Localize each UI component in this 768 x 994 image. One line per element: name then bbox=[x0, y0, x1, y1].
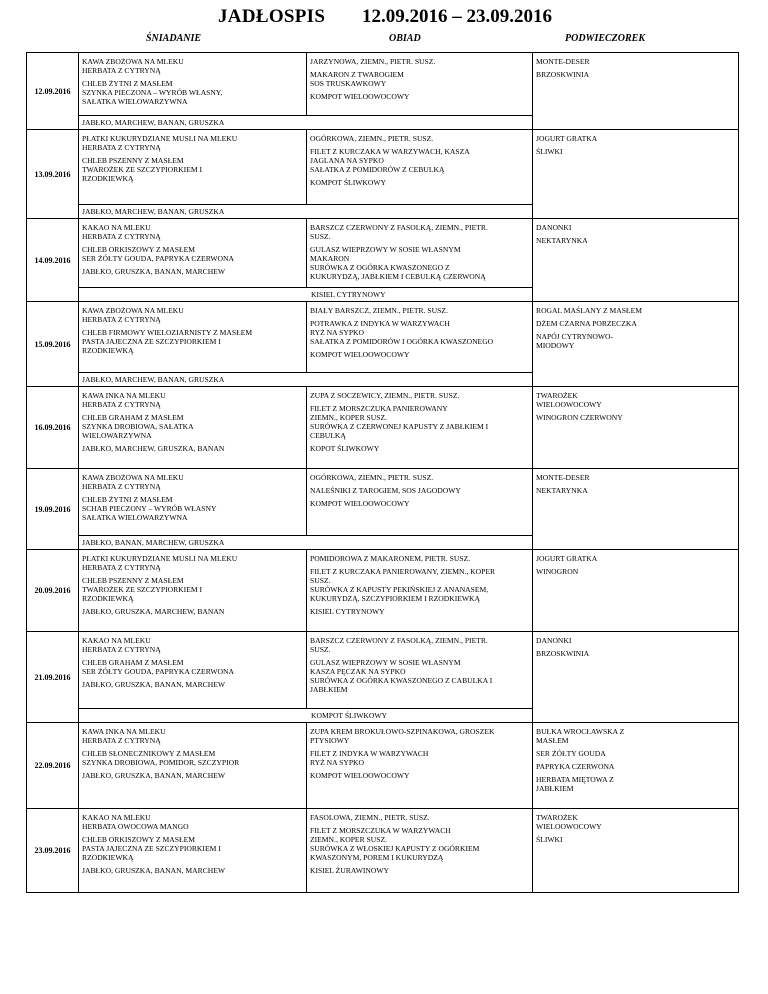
breakfast-header: ŚNIADANIE bbox=[146, 33, 202, 44]
fruit-cell bbox=[79, 205, 533, 219]
menu-item: MONTE-DESER bbox=[536, 473, 590, 482]
lunch-cell bbox=[307, 53, 533, 116]
menu-item: CHLEB ŻYTNI Z MASŁEM SZYNKA PIECZONA – WYRÓB WŁASNY, SAŁATKA WIELOWARZYWNA bbox=[82, 79, 223, 106]
menu-item: JOGURT GRATKA bbox=[536, 554, 598, 563]
snack-cell bbox=[533, 550, 739, 632]
menu-item: DANONKI bbox=[536, 636, 572, 645]
menu-item: KAWA INKA NA MLEKU HERBATA Z CYTRYNĄ bbox=[82, 727, 166, 745]
menu-day-row bbox=[27, 387, 739, 469]
menu-table bbox=[26, 52, 739, 893]
day-date: 12.09.2016 bbox=[27, 53, 79, 130]
menu-item: TWAROŻEK WIELOOWOCOWY bbox=[536, 391, 602, 409]
menu-day-row bbox=[27, 219, 739, 288]
snack-cell bbox=[533, 723, 739, 809]
menu-item: JABŁKO, GRUSZKA, BANAN, MARCHEW bbox=[82, 866, 226, 875]
menu-item: OGÓRKOWA, ZIEMN., PIETR. SUSZ. bbox=[310, 134, 434, 143]
closing-line: KISIEL CYTRYNOWY bbox=[311, 290, 386, 299]
menu-item: JABŁKO, GRUSZKA, BANAN, MARCHEW bbox=[82, 680, 226, 689]
menu-item: FILET Z KURCZAKA W WARZYWACH, KASZA JAGLANA NA SYPKO SAŁATKA Z POMIDORÓW Z CEBULKĄ bbox=[310, 147, 470, 174]
menu-item: KOMPOT WIELOOWOCOWY bbox=[310, 92, 410, 101]
breakfast-cell bbox=[79, 632, 307, 709]
menu-item: KOMPOT WIELOOWOCOWY bbox=[310, 499, 410, 508]
breakfast-cell bbox=[79, 550, 307, 632]
menu-item: CHLEB ORKISZOWY Z MASŁEM PASTA JAJECZNA ZE SZCZYPIORKIEM I RZODKIEWKĄ bbox=[82, 835, 221, 862]
date-range: 12.09.2016 – 23.09.2016 bbox=[362, 6, 552, 27]
menu-item: WINOGRON CZERWONY bbox=[536, 413, 623, 422]
menu-item: JOGURT GRATKA bbox=[536, 134, 598, 143]
menu-item: BRZOSKWINIA bbox=[536, 649, 590, 658]
menu-item: KAKAO NA MLEKU HERBATA Z CYTRYNĄ bbox=[82, 223, 161, 241]
menu-item: POMIDOROWA Z MAKARONEM, PIETR. SUSZ. bbox=[310, 554, 471, 563]
menu-item: KAWA ZBOŻOWA NA MLEKU HERBATA Z CYTRYNĄ bbox=[82, 57, 184, 75]
menu-item: BRZOSKWINIA bbox=[536, 70, 590, 79]
breakfast-cell bbox=[79, 302, 307, 373]
menu-item: HERBATA MIĘTOWA Z JABŁKIEM bbox=[536, 775, 614, 793]
breakfast-cell bbox=[79, 53, 307, 116]
menu-item: FILET Z INDYKA W WARZYWACH RYŻ NA SYPKO bbox=[310, 749, 429, 767]
menu-item: PAPRYKA CZERWONA bbox=[536, 762, 615, 771]
menu-item: ŚLIWKI bbox=[536, 835, 563, 844]
lunch-cell bbox=[307, 219, 533, 288]
menu-item: GULASZ WIEPRZOWY W SOSIE WŁASNYM KASZA PĘCZAK NA SYPKO SURÓWKA Z OGÓRKA KWASZONEGO Z CABULKA I JABŁKIEM bbox=[310, 658, 493, 694]
menu-item: FILET Z MORSZCZUKA W WARZYWACH ZIEMN., KOPER SUSZ. SURÓWKA Z WŁOSKIEJ KAPUSTY Z OGÓRKIEM KWASZONYM, POREM I KUKURYDZĄ bbox=[310, 826, 480, 862]
fruit-cell bbox=[79, 373, 533, 387]
menu-item: KAWA INKA NA MLEKU HERBATA Z CYTRYNĄ bbox=[82, 391, 166, 409]
snack-cell bbox=[533, 130, 739, 219]
menu-item: DŻEM CZARNA PORZECZKA bbox=[536, 319, 637, 328]
day-date: 22.09.2016 bbox=[27, 723, 79, 809]
menu-item: KAWA ZBOŻOWA NA MLEKU HERBATA Z CYTRYNĄ bbox=[82, 473, 184, 491]
lunch-cell bbox=[307, 723, 533, 809]
menu-item: CHLEB ORKISZOWY Z MASŁEM SER ŻÓŁTY GOUDA, PAPRYKA CZERWONA bbox=[82, 245, 234, 263]
snack-cell bbox=[533, 219, 739, 302]
menu-item: CHLEB GRAHAM Z MASŁEM SZYNKA DROBIOWA, SAŁATKA WIELOWARZYWNA bbox=[82, 413, 194, 440]
document-title: JADŁOSPIS bbox=[218, 6, 326, 27]
lunch-cell bbox=[307, 550, 533, 632]
menu-item: OGÓRKOWA, ZIEMN., PIETR. SUSZ. bbox=[310, 473, 434, 482]
menu-item: KAWA ZBOŻOWA NA MLEKU HERBATA Z CYTRYNĄ bbox=[82, 306, 184, 324]
menu-day-row bbox=[27, 302, 739, 373]
day-date: 13.09.2016 bbox=[27, 130, 79, 219]
menu-item: CHLEB FIRMOWY WIELOZIARNISTY Z MASŁEM PASTA JAJECZNA ZE SZCZYPIORKIEM I RZODKIEWKĄ bbox=[82, 328, 253, 355]
lunch-cell bbox=[307, 302, 533, 373]
menu-day-row bbox=[27, 632, 739, 709]
menu-item: NALEŚNIKI Z TAROGIEM, SOS JAGODOWY bbox=[310, 486, 461, 495]
column-headers bbox=[0, 33, 768, 51]
fruit-cell bbox=[79, 536, 533, 550]
day-date: 19.09.2016 bbox=[27, 469, 79, 550]
menu-item: FILET Z MORSZCZUKA PANIEROWANY ZIEMN., KOPER SUSZ. SURÓWKA Z CZERWONEJ KAPUSTY Z JABŁKIEM I CEBULKĄ bbox=[310, 404, 489, 440]
menu-item: ROGAL MAŚLANY Z MASŁEM bbox=[536, 306, 642, 315]
day-date: 14.09.2016 bbox=[27, 219, 79, 302]
menu-item: BARSZCZ CZERWONY Z FASOLKĄ, ZIEMN., PIETR. SUSZ. bbox=[310, 636, 488, 654]
fruit-line: JABŁKO, MARCHEW, BANAN, GRUSZKA bbox=[82, 375, 225, 384]
menu-item: CHLEB PSZENNY Z MASŁEM TWAROŻEK ZE SZCZYPIORKIEM I RZODKIEWKĄ bbox=[82, 576, 203, 603]
menu-item: ZUPA Z SOCZEWICY, ZIEMN., PIETR. SUSZ. bbox=[310, 391, 460, 400]
menu-item: POTRAWKA Z INDYKA W WARZYWACH RYŻ NA SYPKO SAŁATKA Z POMIDORÓW I OGÓRKA KWASZONEGO bbox=[310, 319, 494, 346]
breakfast-cell bbox=[79, 219, 307, 288]
fruit-line: JABŁKO, BANAN, MARCHEW, GRUSZKA bbox=[82, 538, 225, 547]
menu-item: FILET Z KURCZAKA PANIEROWANY, ZIEMN., KOPER SUSZ. SURÓWKA Z KAPUSTY PEKIŃSKIEJ Z ANANASEM, KUKURYDZĄ, SZCZYPIORKIEM I RZODKIEWKĄ bbox=[310, 567, 496, 603]
menu-item: FASOLOWA, ZIEMN., PIETR. SUSZ. bbox=[310, 813, 430, 822]
menu-day-row bbox=[27, 550, 739, 632]
menu-item: KOMPOT ŚLIWKOWY bbox=[310, 178, 387, 187]
snack-cell bbox=[533, 632, 739, 723]
menu-item: CHLEB SŁONECZNIKOWY Z MASŁEM SZYNKA DROBIOWA, POMIDOR, SZCZYPIOR bbox=[82, 749, 240, 767]
menu-item: JABŁKO, GRUSZKA, BANAN, MARCHEW bbox=[82, 771, 226, 780]
menu-item: JABŁKO, GRUSZKA, BANAN, MARCHEW bbox=[82, 267, 226, 276]
menu-item: TWAROŻEK WIELOOWOCOWY bbox=[536, 813, 602, 831]
lunch-cell bbox=[307, 809, 533, 893]
lunch-cell bbox=[307, 130, 533, 205]
fruit-cell bbox=[79, 116, 533, 130]
menu-item: CHLEB GRAHAM Z MASŁEM SER ŻÓŁTY GOUDA, PAPRYKA CZERWONA bbox=[82, 658, 234, 676]
breakfast-cell bbox=[79, 469, 307, 536]
menu-item: KOMPOT WIELOOWOCOWY bbox=[310, 350, 410, 359]
menu-item: JARZYNOWA, ZIEMN., PIETR. SUSZ. bbox=[310, 57, 436, 66]
menu-item: CHLEB PSZENNY Z MASŁEM TWAROŻEK ZE SZCZYPIORKIEM I RZODKIEWKĄ bbox=[82, 156, 203, 183]
menu-item: NAPÓJ CYTRYNOWO- MIODOWY bbox=[536, 332, 613, 350]
breakfast-cell bbox=[79, 130, 307, 205]
menu-item: CHLEB ŻYTNI Z MASŁEM SCHAB PIECZONY – WYRÓB WŁASNY SAŁATKA WIELOWARZYWNA bbox=[82, 495, 217, 522]
fruit-line: JABŁKO, MARCHEW, BANAN, GRUSZKA bbox=[82, 118, 225, 127]
snack-cell bbox=[533, 469, 739, 550]
lunch-cell bbox=[307, 632, 533, 709]
menu-day-row bbox=[27, 809, 739, 893]
closing-line: KOMPOT ŚLIWKOWY bbox=[311, 711, 388, 720]
menu-day-row bbox=[27, 723, 739, 809]
lunch-header: OBIAD bbox=[389, 33, 421, 44]
menu-item: JABŁKO, GRUSZKA, MARCHEW, BANAN bbox=[82, 607, 225, 616]
document-header bbox=[0, 6, 768, 32]
breakfast-cell bbox=[79, 809, 307, 893]
menu-item: KAKAO NA MLEKU HERBATA OWOCOWA MANGO bbox=[82, 813, 189, 831]
breakfast-cell bbox=[79, 723, 307, 809]
day-date: 15.09.2016 bbox=[27, 302, 79, 387]
closing-cell bbox=[79, 709, 533, 723]
menu-item: KISIEL ŻURAWINOWY bbox=[310, 866, 390, 875]
snack-cell bbox=[533, 387, 739, 469]
breakfast-cell bbox=[79, 387, 307, 469]
menu-item: KOPOT ŚLIWKOWY bbox=[310, 444, 380, 453]
day-date: 20.09.2016 bbox=[27, 550, 79, 632]
menu-day-row bbox=[27, 130, 739, 205]
menu-item: KISIEL CYTRYNOWY bbox=[310, 607, 385, 616]
menu-item: BARSZCZ CZERWONY Z FASOLKĄ, ZIEMN., PIETR. SUSZ. bbox=[310, 223, 488, 241]
fruit-line: JABŁKO, MARCHEW, BANAN, GRUSZKA bbox=[82, 207, 225, 216]
menu-item: KOMPOT WIELOOWOCOWY bbox=[310, 771, 410, 780]
menu-item: ŚLIWKI bbox=[536, 147, 563, 156]
menu-item: NEKTARYNKA bbox=[536, 486, 588, 495]
menu-item: GULASZ WIEPRZOWY W SOSIE WŁASNYM MAKARON SURÓWKA Z OGÓRKA KWASZONEGO Z KUKURYDZĄ, JABŁKIEM I CEBULKĄ CZERWONĄ bbox=[310, 245, 486, 281]
menu-day-row bbox=[27, 53, 739, 116]
snack-header: PODWIECZOREK bbox=[565, 33, 646, 44]
day-date: 21.09.2016 bbox=[27, 632, 79, 723]
menu-item: PŁATKI KUKURYDZIANE MUSLI NA MLEKU HERBATA Z CYTRYNĄ bbox=[82, 134, 238, 152]
menu-item: BUŁKA WROCŁAWSKA Z MASŁEM bbox=[536, 727, 625, 745]
menu-item: MONTE-DESER bbox=[536, 57, 590, 66]
menu-item: WINOGRON bbox=[536, 567, 579, 576]
menu-item: BIAŁY BARSZCZ, ZIEMN., PIETR. SUSZ. bbox=[310, 306, 448, 315]
day-date: 16.09.2016 bbox=[27, 387, 79, 469]
menu-item: ZUPA KREM BROKUŁOWO-SZPINAKOWA, GROSZEK PTYSIOWY bbox=[310, 727, 495, 745]
menu-day-row bbox=[27, 469, 739, 536]
menu-item: DANONKI bbox=[536, 223, 572, 232]
closing-cell bbox=[79, 288, 533, 302]
day-date: 23.09.2016 bbox=[27, 809, 79, 893]
menu-item: MAKARON Z TWAROGIEM SOS TRUSKAWKOWY bbox=[310, 70, 404, 88]
snack-cell bbox=[533, 53, 739, 130]
menu-item: JABŁKO, MARCHEW, GRUSZKA, BANAN bbox=[82, 444, 225, 453]
menu-item: KAKAO NA MLEKU HERBATA Z CYTRYNĄ bbox=[82, 636, 161, 654]
menu-item: SER ŻÓŁTY GOUDA bbox=[536, 749, 606, 758]
menu-item: NEKTARYNKA bbox=[536, 236, 588, 245]
lunch-cell bbox=[307, 387, 533, 469]
lunch-cell bbox=[307, 469, 533, 536]
menu-item: PŁATKI KUKURYDZIANE MUSLI NA MLEKU HERBATA Z CYTRYNĄ bbox=[82, 554, 238, 572]
snack-cell bbox=[533, 809, 739, 893]
snack-cell bbox=[533, 302, 739, 387]
